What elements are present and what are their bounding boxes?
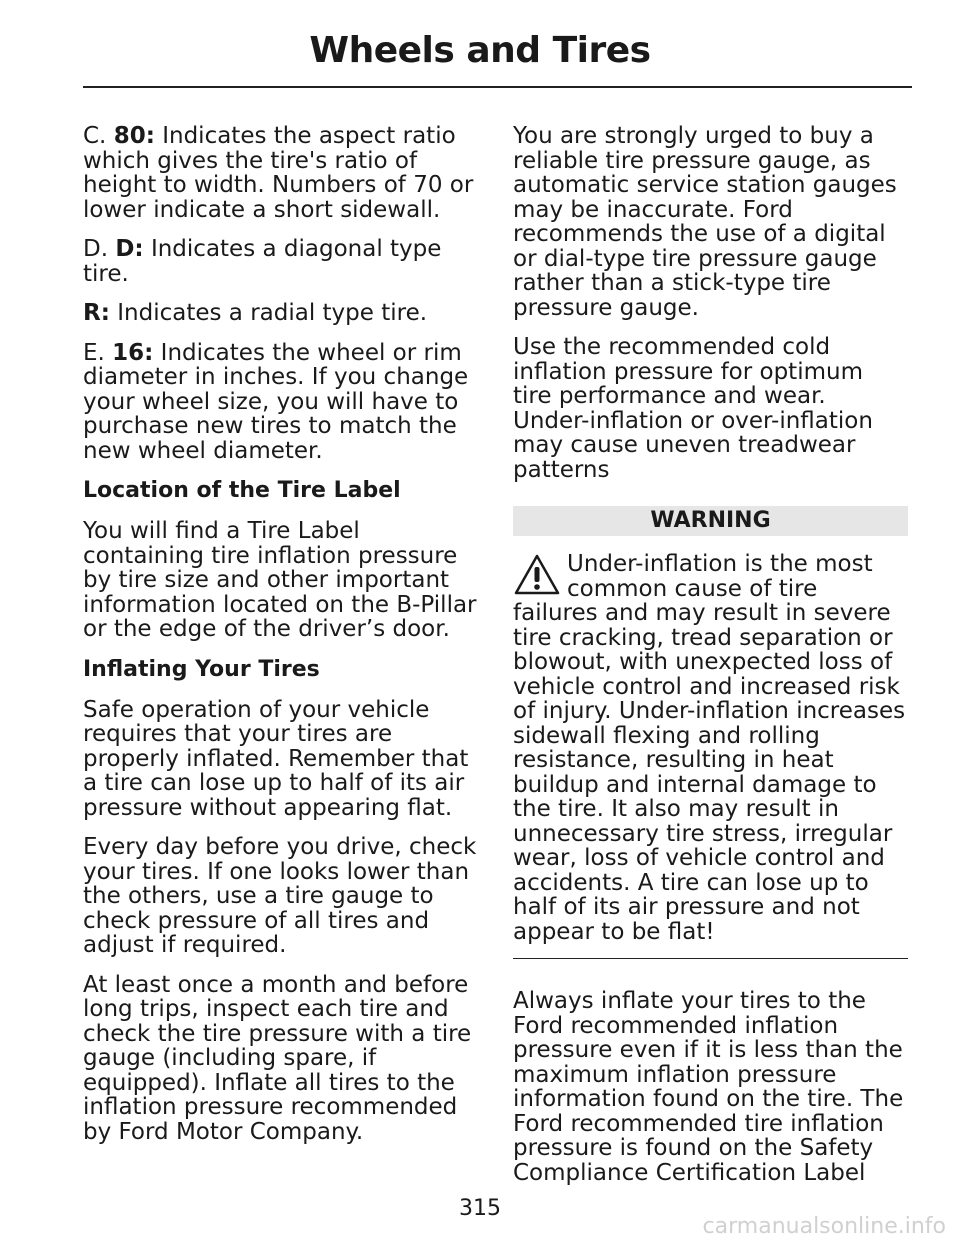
item-e	[83, 341, 478, 464]
item-r-text: Indicates a radial type tire.	[109, 300, 428, 326]
heading-inflating: Inflating Your Tires	[83, 656, 320, 682]
item-r	[83, 301, 478, 326]
item-e-text: Indicates the wheel or rim diameter in inches. If you change your wheel size, you will have to purchase new tires to match the new wheel diameter.	[83, 339, 469, 464]
warning-triangle-icon	[513, 552, 561, 598]
right-column	[513, 124, 908, 1200]
item-d	[83, 237, 478, 286]
left-column	[83, 124, 478, 1159]
item-d-text: Indicates a diagonal type tire.	[83, 236, 442, 287]
heading-location: Location of the Tire Label	[83, 478, 401, 503]
gauge-paragraph: You are strongly urged to buy a reliable tire pressure gauge, as automatic service station gauges may be inaccurate. Ford recommends the use of a digital or dial-type tire pressure gauge rather than a stick-type tire pressure gauge.	[513, 123, 897, 321]
item-c	[83, 124, 478, 222]
cold-inflation-paragraph: Use the recommended cold inflation pressure for optimum tire performance and wear. Under-inflation or over-inflation may cause uneven treadwear patterns	[513, 334, 873, 483]
inflating-paragraph-2: Every day before you drive, check your tires. If one looks lower than the others, use a tire gauge to check pressure of all tires and adjust if required.	[83, 834, 477, 958]
recommended-pressure-paragraph: Always inflate your tires to the Ford recommended inflation pressure even if it is less than the maximum inflation pressure information found on the tire. The Ford recommended tire inflation pressure is found on the Safety Compliance Certification Label	[513, 988, 904, 1186]
item-r-term: R:	[83, 300, 110, 326]
page-title: Wheels and Tires	[309, 30, 651, 71]
header-divider	[83, 86, 912, 88]
warning-divider	[513, 958, 908, 959]
item-e-prefix: E.	[83, 339, 113, 366]
inflating-paragraph-3: At least once a month and before long trips, inspect each tire and check the tire pressure with a tire gauge (including spare, if equipped). Inflate all tires to the inflation pressure recommended by Ford Motor Company.	[83, 971, 472, 1145]
watermark: carmanualsonline.info	[702, 1214, 946, 1239]
item-d-prefix: D.	[83, 236, 116, 262]
item-c-text: Indicates the aspect ratio which gives the tire's ratio of height to width. Numbers of 70 or lower indicate a short sidewall.	[83, 123, 474, 223]
item-c-term: 80:	[113, 123, 155, 149]
warning-box	[513, 552, 908, 944]
warning-header: WARNING	[513, 506, 908, 536]
page-number: 315	[459, 1196, 501, 1221]
item-e-term: 16:	[112, 339, 154, 366]
warning-text: Under-inflation is the most common cause of tire failures and may result in severe tire cracking, tread separation or blowout, with unexpected loss of vehicle control and increased risk of injury. Under-inflation increases sidewall flexing and rolling resistance, resulting in heat buildup and internal damage to the tire. It also may result in unnecessary tire stress, irregular wear, loss of vehicle control and accidents. A tire can lose up to half of its air pressure and not appear to be flat!	[513, 551, 906, 945]
item-c-prefix: C.	[83, 123, 114, 149]
location-paragraph: You will find a Tire Label containing tire inflation pressure by tire size and other important information located on the B-Pillar or the edge of the driver’s door.	[83, 518, 477, 642]
inflating-paragraph-1: Safe operation of your vehicle requires that your tires are properly inflated. Remember that a tire can lose up to half of its air pressure without appearing flat.	[83, 696, 469, 821]
item-d-term: D:	[115, 236, 144, 262]
